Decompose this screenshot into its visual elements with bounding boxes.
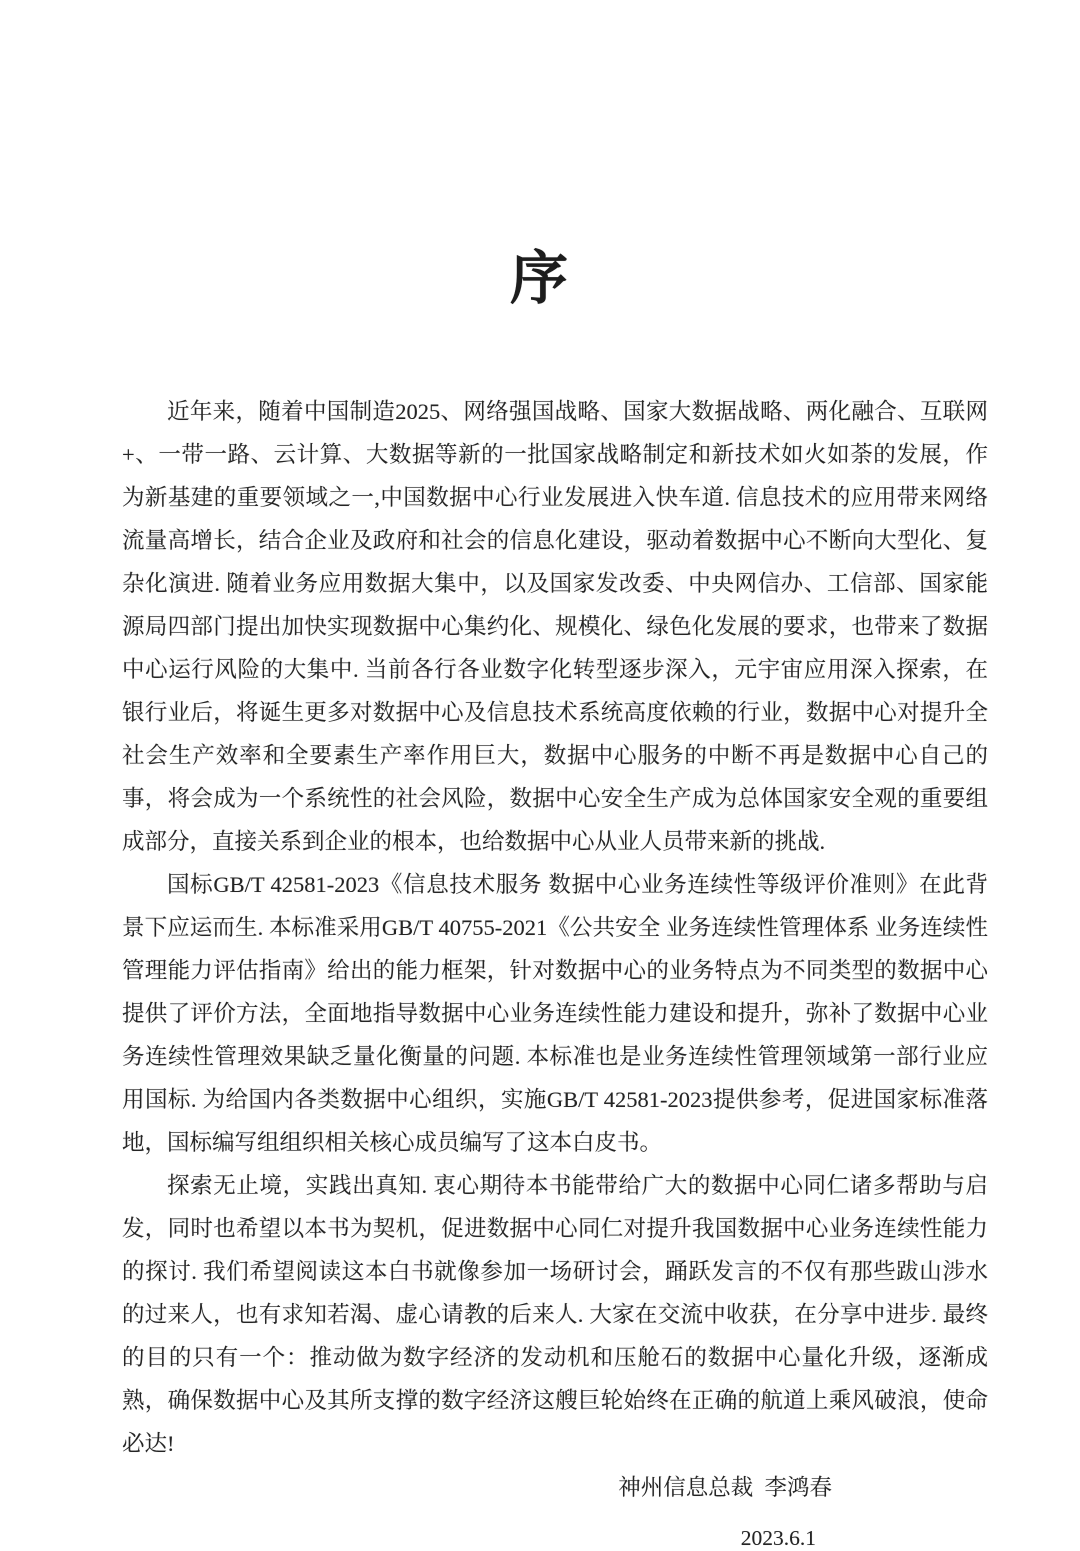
preface-paragraph-1: 近年来，随着中国制造2025、网络强国战略、国家大数据战略、两化融合、互联网+、一带一路、云计算、大数据等新的一批国家战略制定和新技术如火如荼的发展，作为新基建的重要领域之一,中国数据中心行业发展进入快车道. 信息技术的应用带来网络流量高增长，结合企业及政府和社会的信息化建设，驱动着数据中心不断向大型化、复杂化演进. 随着业务应用数据大集中，以及国家发改委、中央网信办、工信部、国家能源局四部门提出加快实现数据中心集约化、规模化、绿色化发展的要求，也带来了数据中心运行风险的大集中. 当前各行各业数字化转型逐步深入，元宇宙应用深入探索，在银行业后，将诞生更多对数据中心及信息技术系统高度依赖的行业，数据中心对提升全社会生产效率和全要素生产率作用巨大，数据中心服务的中断不再是数据中心自己的事，将会成为一个系统性的社会风险，数据中心安全生产成为总体国家安全观的重要组成部分，直接关系到企业的根本，也给数据中心从业人员带来新的挑战. [122, 399, 988, 854]
page-title: 序 [509, 246, 570, 311]
date-line: 2023.6.1 [740, 1526, 816, 1550]
signature-line: 神州信息总裁 李鸿春 [618, 1475, 832, 1500]
preface-paragraph-3: 探索无止境，实践出真知. 衷心期待本书能带给广大的数据中心同仁诸多帮助与启发，同时也希望以本书为契机，促进数据中心同仁对提升我国数据中心业务连续性能力的探讨. 我们希望阅读这本白书就像参加一场研讨会，踊跃发言的不仅有那些跋山涉水的过来人，也有求知若渴、虚心请教的后来人. 大家在交流中收获，在分享中进步. 最终的目的只有一个：推动做为数字经济的发动机和压舱石的数据中心量化升级，逐渐成熟，确保数据中心及其所支撑的数字经济这艘巨轮始终在正确的航道上乘风破浪，使命必达! [122, 1173, 988, 1456]
preface-body [122, 390, 988, 1551]
preface-paragraph-2: 国标GB/T 42581-2023《信息技术服务 数据中心业务连续性等级评价准则》在此背景下应运而生. 本标准采用GB/T 40755-2021《公共安全 业务连续性管理体系 业务连续性管理能力评估指南》给出的能力框架，针对数据中心的业务特点为不同类型的数据中心提供了评价方法，全面地指导数据中心业务连续性能力建设和提升，弥补了数据中心业务连续性管理效果缺乏量化衡量的问题. 本标准也是业务连续性管理领域第一部行业应用国标. 为给国内各类数据中心组织，实施GB/T 42581-2023提供参考，促进国家标准落地，国标编写组组织相关核心成员编写了这本白皮书。 [122, 872, 988, 1155]
